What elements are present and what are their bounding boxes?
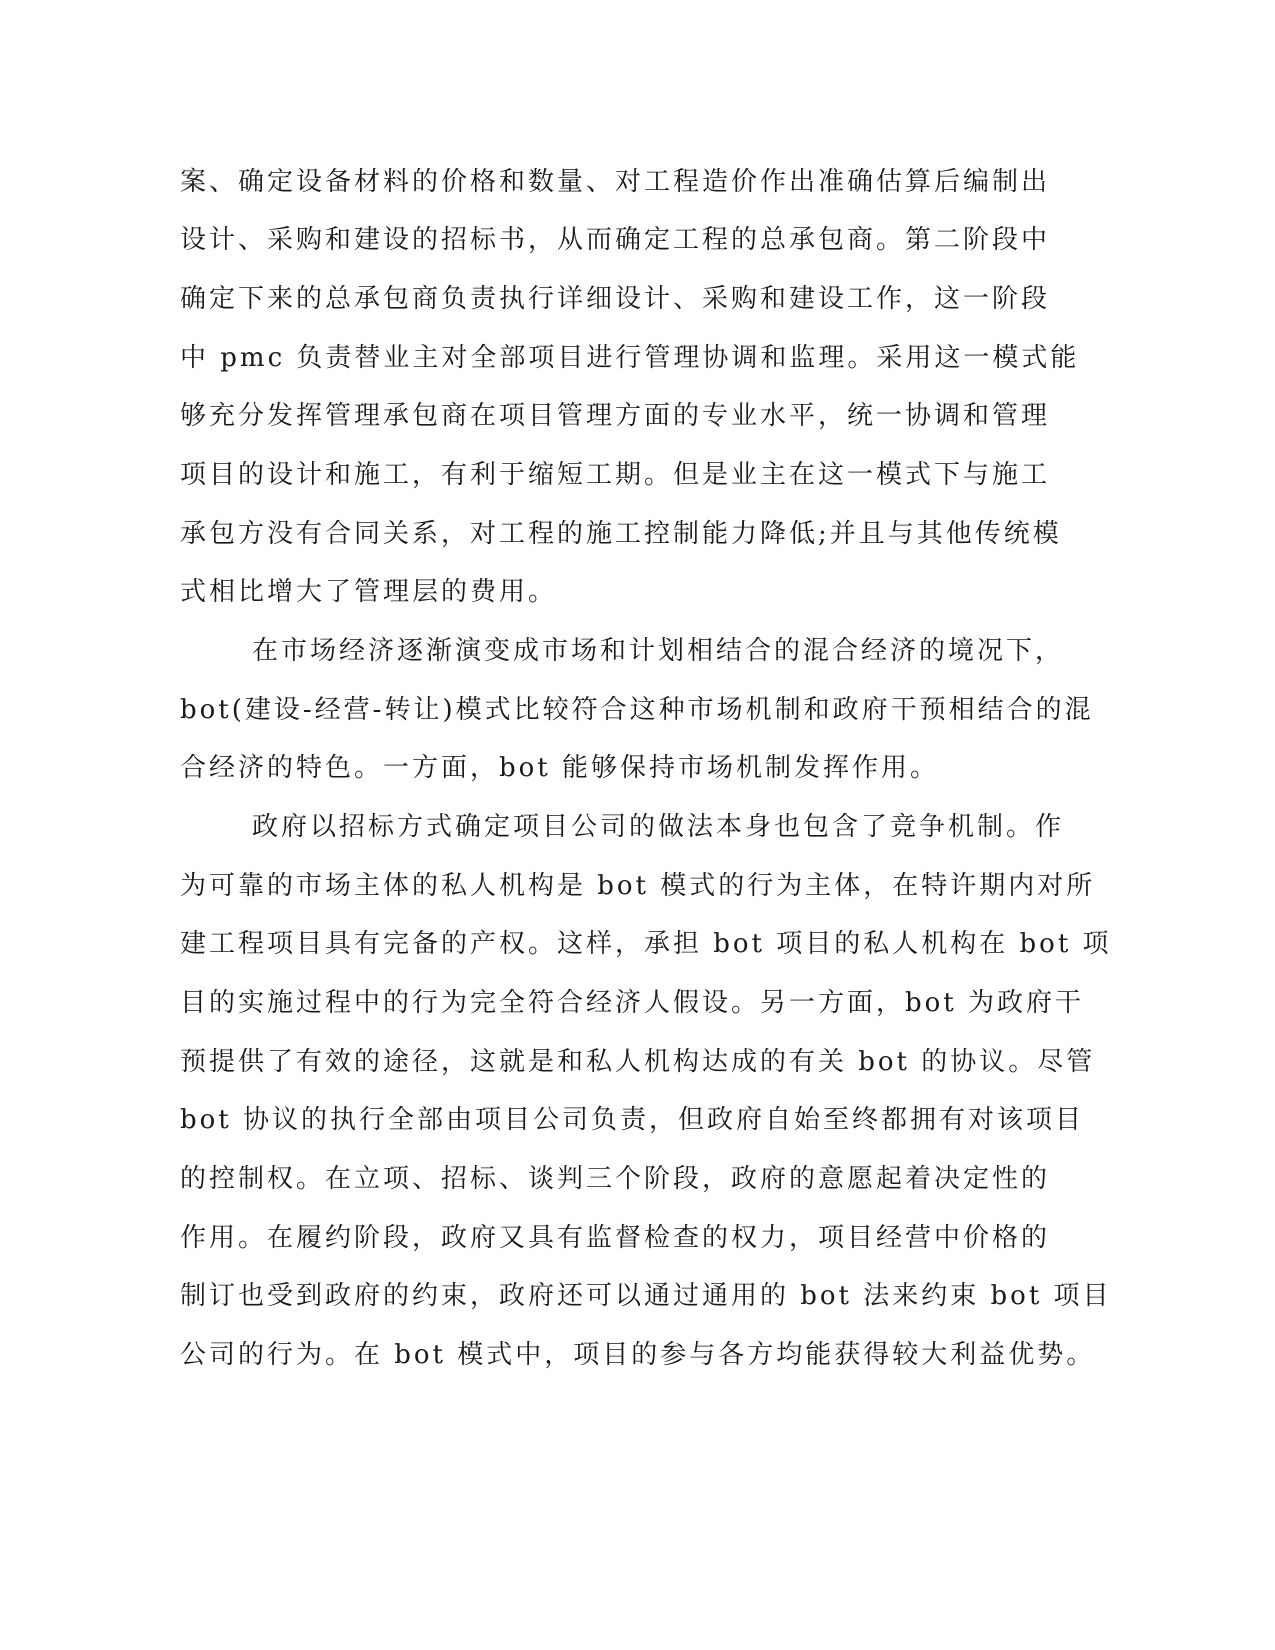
paragraph-1-line-4: 中 pmc 负责替业主对全部项目进行管理协调和监理。采用这一模式能: [180, 343, 1080, 373]
paragraph-3-line-6: bot 协议的执行全部由项目公司负责，但政府自始至终都拥有对该项目: [180, 1105, 1085, 1135]
paragraph-1-line-5: 够充分发挥管理承包商在项目管理方面的专业水平，统一协调和管理: [180, 401, 1051, 431]
paragraph-3-line-9: 制订也受到政府的约束，政府还可以通过通用的 bot 法来约束 bot 项目: [180, 1281, 1112, 1311]
paragraph-2-line-3: 合经济的特色。一方面，bot 能够保持市场机制发挥作用。: [180, 753, 940, 783]
paragraph-1-line-7: 承包方没有合同关系，对工程的施工控制能力降低;并且与其他传统模: [180, 519, 1062, 549]
paragraph-3-line-7: 的控制权。在立项、招标、谈判三个阶段，政府的意愿起着决定性的: [180, 1164, 1051, 1194]
paragraph-1-line-8: 式相比增大了管理层的费用。: [180, 577, 558, 607]
paragraph-3-line-4: 目的实施过程中的行为完全符合经济人假设。另一方面，bot 为政府干: [180, 988, 1085, 1018]
paragraph-3-line-1: 政府以招标方式确定项目公司的做法本身也包含了竞争机制。作: [252, 812, 1065, 842]
paragraph-1-line-3: 确定下来的总承包商负责执行详细设计、采购和建设工作，这一阶段: [180, 284, 1051, 314]
paragraph-3-line-10: 公司的行为。在 bot 模式中，项目的参与各方均能获得较大利益优势。: [180, 1340, 1096, 1370]
paragraph-2-line-1: 在市场经济逐渐演变成市场和计划相结合的混合经济的境况下，: [252, 636, 1065, 666]
paragraph-1-line-2: 设计、采购和建设的招标书，从而确定工程的总承包商。第二阶段中: [180, 225, 1051, 255]
paragraph-2-line-2: bot(建设-经营-转让)模式比较符合这种市场机制和政府干预相结合的混: [180, 695, 1094, 725]
paragraph-3-line-2: 为可靠的市场主体的私人机构是 bot 模式的行为主体，在特许期内对所: [180, 871, 1096, 901]
paragraph-1-line-1: 案、确定设备材料的价格和数量、对工程造价作出准确估算后编制出: [180, 167, 1051, 197]
paragraph-3-line-8: 作用。在履约阶段，政府又具有监督检查的权力，项目经营中价格的: [180, 1223, 1051, 1253]
paragraph-1-line-6: 项目的设计和施工，有利于缩短工期。但是业主在这一模式下与施工: [180, 460, 1051, 490]
paragraph-3-line-3: 建工程项目具有完备的产权。这样，承担 bot 项目的私人机构在 bot 项: [180, 929, 1112, 959]
paragraph-3-line-5: 预提供了有效的途径，这就是和私人机构达成的有关 bot 的协议。尽管: [180, 1047, 1096, 1077]
